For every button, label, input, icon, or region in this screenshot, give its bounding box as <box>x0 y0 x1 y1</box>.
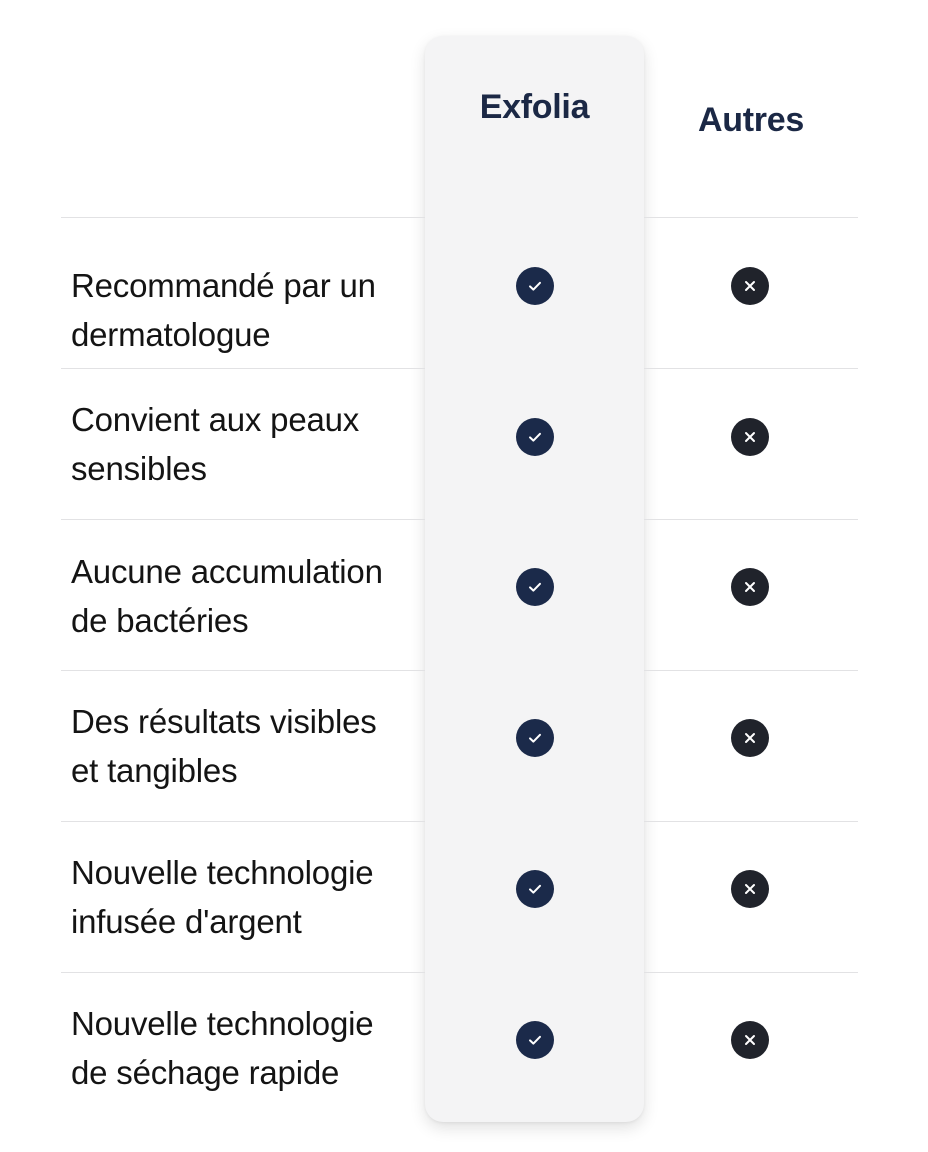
check-circle-icon <box>516 1021 554 1059</box>
column-header-autres: Autres <box>698 101 804 139</box>
x-circle-icon <box>731 418 769 456</box>
x-circle-icon <box>731 1021 769 1059</box>
comparison-row <box>0 519 928 670</box>
feature-label-line: sensibles <box>71 450 207 487</box>
feature-label-line: de séchage rapide <box>71 1054 340 1091</box>
check-circle-icon <box>516 870 554 908</box>
feature-label <box>71 547 421 645</box>
comparison-row <box>0 368 928 519</box>
feature-label-line: Convient aux peaux <box>71 401 360 438</box>
comparison-row <box>0 821 928 972</box>
feature-label <box>71 395 421 493</box>
feature-label <box>71 999 421 1097</box>
feature-label-line: Nouvelle technologie <box>71 854 374 891</box>
feature-label-line: infusée d'argent <box>71 903 302 940</box>
check-circle-icon <box>516 568 554 606</box>
x-circle-icon <box>731 870 769 908</box>
feature-label-line: Recommandé par un <box>71 267 376 304</box>
x-circle-icon <box>731 568 769 606</box>
feature-label <box>71 848 421 946</box>
feature-label-line: Des résultats visibles <box>71 703 377 740</box>
comparison-row <box>0 217 928 368</box>
feature-label-line: Aucune accumulation <box>71 553 383 590</box>
comparison-row <box>0 670 928 821</box>
comparison-row <box>0 972 928 1123</box>
x-circle-icon <box>731 267 769 305</box>
feature-label-line: et tangibles <box>71 752 238 789</box>
feature-label-line: de bactéries <box>71 602 249 639</box>
column-header-exfolia: Exfolia <box>479 88 590 126</box>
check-circle-icon <box>516 267 554 305</box>
x-circle-icon <box>731 719 769 757</box>
feature-label <box>71 697 421 795</box>
check-circle-icon <box>516 719 554 757</box>
check-circle-icon <box>516 418 554 456</box>
feature-label-line: dermatologue <box>71 316 271 353</box>
feature-label <box>71 261 421 359</box>
feature-label-line: Nouvelle technologie <box>71 1005 374 1042</box>
